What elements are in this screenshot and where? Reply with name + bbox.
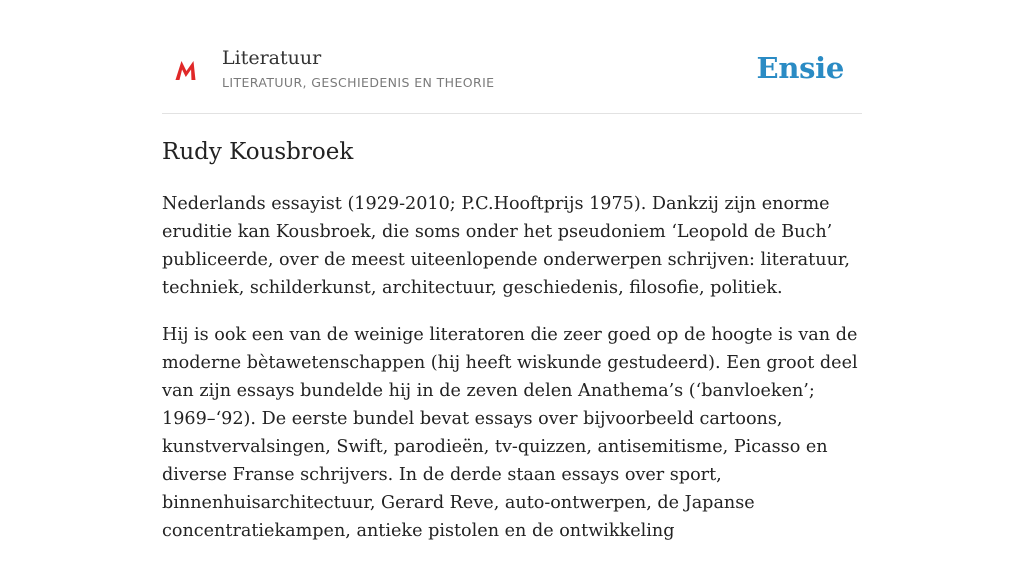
ensie-brand-link[interactable]: Ensie [756, 51, 844, 85]
entry-body [162, 190, 862, 564]
page-container [162, 0, 862, 541]
site-header [162, 0, 862, 114]
m-logo-icon[interactable] [172, 56, 200, 84]
entry-title: Rudy Kousbroek [162, 139, 354, 165]
site-title[interactable]: Literatuur [222, 47, 322, 69]
entry-paragraph: Nederlands essayist (1929-2010; P.C.Hooftprijs 1975). Dankzij zijn enorme eruditie kan Kousbroek, die soms onder het pseudoniem ‘Leopold de Buch’ publiceerde, over de meest uiteenlopende onderwerpen schrijven: literatuur, techniek, schilderkunst, architectuur, geschiedenis, filosofie, politiek. [162, 194, 850, 298]
entry-paragraph: Hij is ook een van de weinige literatoren die zeer goed op de hoogte is van de moderne bètawetenschappen (hij heeft wiskunde gestudeerd). Een groot deel van zijn essays bundelde hij in de zeven delen Anathema’s (‘banvloeken’; 1969–‘92). De eerste bundel bevat essays over bijvoorbeeld cartoons, kunstvervalsingen, Swift, parodieën, tv-quizzen, antisemitisme, Picasso en diverse Franse schrijvers. In de derde staan essays over sport, binnenhuisarchitectuur, Gerard Reve, auto-ontwerpen, de Japanse concentratiekampen, antieke pistolen en de ontwikkeling [162, 325, 858, 541]
site-subtitle: LITERATUUR, GESCHIEDENIS EN THEORIE [222, 75, 495, 90]
